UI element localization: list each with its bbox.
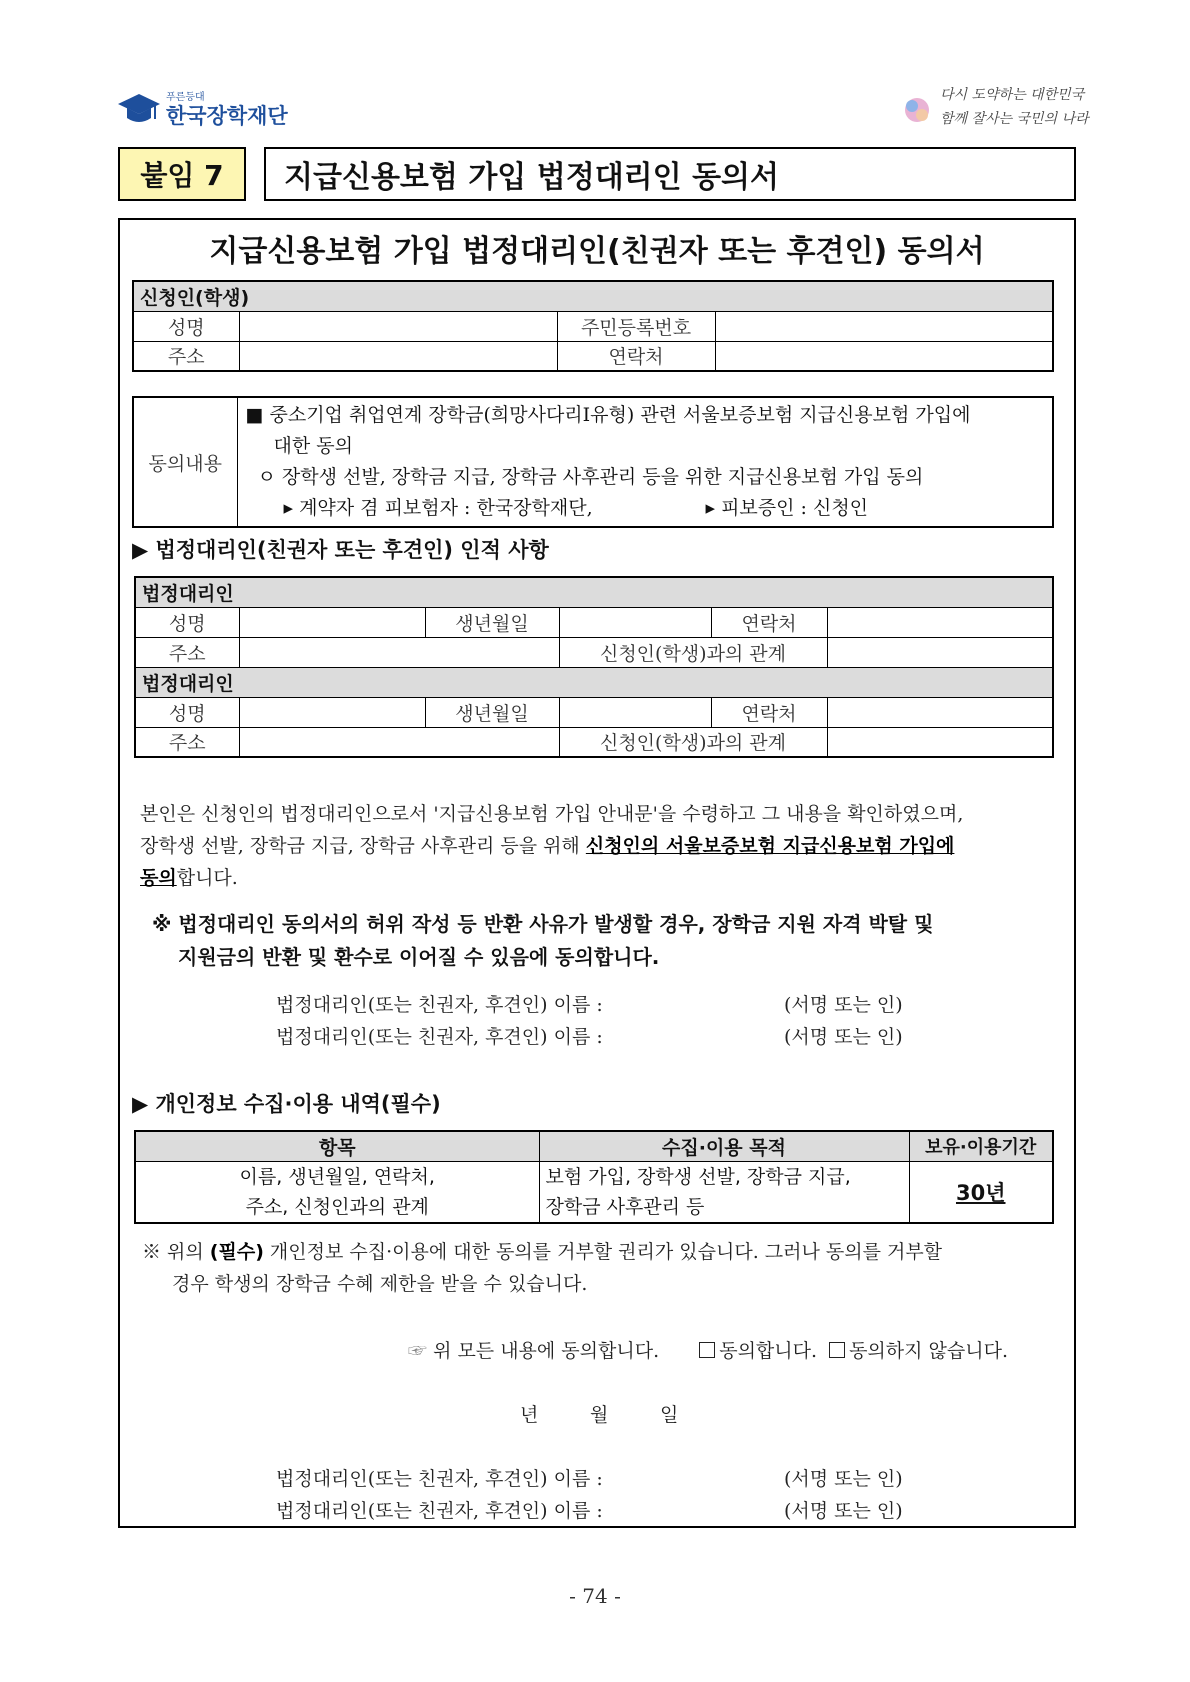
agree-checkbox[interactable] bbox=[699, 1342, 715, 1358]
guardian1-birth-field[interactable] bbox=[559, 607, 711, 637]
form-title: 지급신용보험 가입 법정대리인(친권자 또는 후견인) 동의서 bbox=[209, 234, 985, 269]
statement-line2 bbox=[140, 830, 1060, 862]
guardian2-relation-label: 신청인(학생)과의 관계 bbox=[559, 727, 827, 757]
hand-pointer-icon: ☞ bbox=[408, 1340, 428, 1362]
consent-contractor: ▸ 계약자 겸 피보험자 : 한국장학재단, bbox=[283, 497, 593, 519]
signature-seal-4[interactable]: (서명 또는 인) bbox=[784, 1500, 903, 1522]
guardian2-relation-field[interactable] bbox=[827, 727, 1053, 757]
applicant-contact-field[interactable] bbox=[715, 341, 1053, 371]
statement-line3 bbox=[140, 862, 1060, 894]
page-number: - 74 - bbox=[569, 1584, 621, 1608]
statement-line3-emphasis: 동의 bbox=[140, 867, 177, 889]
applicant-name-field[interactable] bbox=[239, 311, 557, 341]
signature-seal-1[interactable]: (서명 또는 인) bbox=[784, 994, 903, 1016]
applicant-table bbox=[132, 280, 1054, 372]
agree-label: 동의합니다. bbox=[719, 1340, 818, 1362]
privacy-note-prefix: ※ 위의 bbox=[142, 1241, 210, 1263]
privacy-col-period: 보유·이용기간 bbox=[909, 1131, 1053, 1161]
guardian2-contact-label: 연락처 bbox=[711, 697, 827, 727]
guardian1-birth-label: 생년월일 bbox=[425, 607, 559, 637]
guardian2-address-label: 주소 bbox=[135, 727, 239, 757]
guardian-table bbox=[134, 576, 1054, 758]
org-logo bbox=[118, 88, 298, 132]
guardian1-address-field[interactable] bbox=[239, 637, 559, 667]
privacy-col-items: 항목 bbox=[135, 1131, 539, 1161]
guardian-section-heading: ▶ 법정대리인(친권자 또는 후견인) 인적 사항 bbox=[132, 538, 549, 562]
statement-paragraph bbox=[140, 798, 1060, 894]
privacy-period-value: 30년 bbox=[909, 1161, 1053, 1223]
guardian2-birth-label: 생년월일 bbox=[425, 697, 559, 727]
date-year[interactable]: 년 bbox=[520, 1404, 539, 1426]
guardian1-contact-field[interactable] bbox=[827, 607, 1053, 637]
guardian1-header: 법정대리인 bbox=[135, 577, 1053, 607]
privacy-note-line1 bbox=[142, 1236, 1062, 1268]
signature-label-4: 법정대리인(또는 친권자, 후견인) 이름 : bbox=[276, 1500, 603, 1522]
statement-line3-text: 합니다. bbox=[176, 867, 238, 889]
consent-label: 동의내용 bbox=[133, 397, 237, 527]
page-title: 지급신용보험 가입 법정대리인 동의서 bbox=[264, 147, 1076, 201]
slogan-line1: 다시 도약하는 대한민국 bbox=[940, 87, 1085, 103]
guardian1-name-field[interactable] bbox=[239, 607, 425, 637]
agreement-line bbox=[408, 1336, 1008, 1363]
notice-line2: 지원금의 반환 및 환수로 이어질 수 있음에 동의합니다. bbox=[178, 945, 660, 969]
slogan-line2: 함께 잘사는 국민의 나라 bbox=[940, 111, 1089, 127]
flag-emblem-icon bbox=[900, 90, 934, 130]
privacy-col-purpose: 수집·이용 목적 bbox=[539, 1131, 909, 1161]
applicant-section-header: 신청인(학생) bbox=[133, 281, 1053, 311]
consent-guarantor: ▸ 피보증인 : 신청인 bbox=[705, 497, 869, 519]
privacy-items-line1: 이름, 생년월일, 연락처, bbox=[239, 1165, 435, 1188]
consent-line2: 대한 동의 bbox=[273, 435, 353, 457]
logo-org-text: 한국장학재단 bbox=[166, 104, 288, 128]
notice-line1: ※ 법정대리인 동의서의 허위 작성 등 반환 사유가 발생할 경우, 장학금 지원 자격 박탈 및 bbox=[152, 912, 934, 936]
privacy-purpose-line1: 보험 가입, 장학생 선발, 장학금 지급, bbox=[545, 1165, 851, 1188]
consent-line3: ㅇ 장학생 선발, 장학금 지급, 장학금 사후관리 등을 위한 지급신용보험 가입 동의 bbox=[257, 466, 924, 488]
privacy-items-line2: 주소, 신청인과의 관계 bbox=[245, 1195, 429, 1218]
privacy-purpose-line2: 장학금 사후관리 등 bbox=[545, 1195, 705, 1218]
consent-table bbox=[132, 396, 1054, 528]
guardian1-name-label: 성명 bbox=[135, 607, 239, 637]
statement-line2-emphasis: 신청인의 서울보증보험 지급신용보험 가입에 bbox=[585, 835, 955, 857]
disagree-label: 동의하지 않습니다. bbox=[849, 1340, 1008, 1362]
agreement-text: 위 모든 내용에 동의합니다. bbox=[433, 1340, 660, 1362]
guardian2-birth-field[interactable] bbox=[559, 697, 711, 727]
guardian1-address-label: 주소 bbox=[135, 637, 239, 667]
privacy-note bbox=[142, 1236, 1062, 1300]
date-day[interactable]: 일 bbox=[660, 1404, 679, 1426]
consent-contents bbox=[237, 397, 1053, 527]
date-month[interactable]: 월 bbox=[590, 1404, 609, 1426]
notice-block bbox=[152, 908, 1072, 974]
privacy-items bbox=[135, 1161, 539, 1223]
privacy-section-heading: ▶ 개인정보 수집·이용 내역(필수) bbox=[132, 1092, 441, 1116]
attachment-label: 붙임 7 bbox=[118, 147, 246, 201]
slogan-logo bbox=[900, 80, 1090, 140]
guardian2-name-field[interactable] bbox=[239, 697, 425, 727]
disagree-checkbox[interactable] bbox=[829, 1342, 845, 1358]
guardian2-header: 법정대리인 bbox=[135, 667, 1053, 697]
applicant-address-label: 주소 bbox=[133, 341, 239, 371]
logo-small-text: 푸른등대 bbox=[166, 92, 205, 103]
guardian1-contact-label: 연락처 bbox=[711, 607, 827, 637]
privacy-purpose bbox=[539, 1161, 909, 1223]
consent-line1: ■ 중소기업 취업연계 장학금(희망사다리Ⅰ유형) 관련 서울보증보험 지급신용보험 가입에 bbox=[245, 404, 971, 426]
signature-label-2: 법정대리인(또는 친권자, 후견인) 이름 : bbox=[276, 1026, 603, 1048]
applicant-name-label: 성명 bbox=[133, 311, 239, 341]
privacy-note-rest: 개인정보 수집·이용에 대한 동의를 거부할 권리가 있습니다. 그러나 동의를 거부할 bbox=[263, 1241, 943, 1263]
guardian2-contact-field[interactable] bbox=[827, 697, 1053, 727]
applicant-address-field[interactable] bbox=[239, 341, 557, 371]
signature-seal-2[interactable]: (서명 또는 인) bbox=[784, 1026, 903, 1048]
applicant-id-field[interactable] bbox=[715, 311, 1053, 341]
guardian1-relation-field[interactable] bbox=[827, 637, 1053, 667]
statement-line2-text: 장학생 선발, 장학금 지급, 장학금 사후관리 등을 위해 bbox=[140, 835, 586, 857]
guardian2-name-label: 성명 bbox=[135, 697, 239, 727]
privacy-note-required: (필수) bbox=[209, 1241, 264, 1263]
signature-label-1: 법정대리인(또는 친권자, 후견인) 이름 : bbox=[276, 994, 603, 1016]
guardian1-relation-label: 신청인(학생)과의 관계 bbox=[559, 637, 827, 667]
privacy-note-line2: 경우 학생의 장학금 수혜 제한을 받을 수 있습니다. bbox=[172, 1273, 588, 1295]
privacy-table bbox=[134, 1130, 1054, 1224]
applicant-id-label: 주민등록번호 bbox=[557, 311, 715, 341]
signature-seal-3[interactable]: (서명 또는 인) bbox=[784, 1468, 903, 1490]
statement-line1: 본인은 신청인의 법정대리인으로서 '지급신용보험 가입 안내문'을 수령하고 그 내용을 확인하였으며, bbox=[140, 803, 964, 825]
consent-line4 bbox=[246, 493, 1045, 524]
graduation-cap-icon bbox=[118, 92, 160, 128]
guardian2-address-field[interactable] bbox=[239, 727, 559, 757]
signature-label-3: 법정대리인(또는 친권자, 후견인) 이름 : bbox=[276, 1468, 603, 1490]
applicant-contact-label: 연락처 bbox=[557, 341, 715, 371]
